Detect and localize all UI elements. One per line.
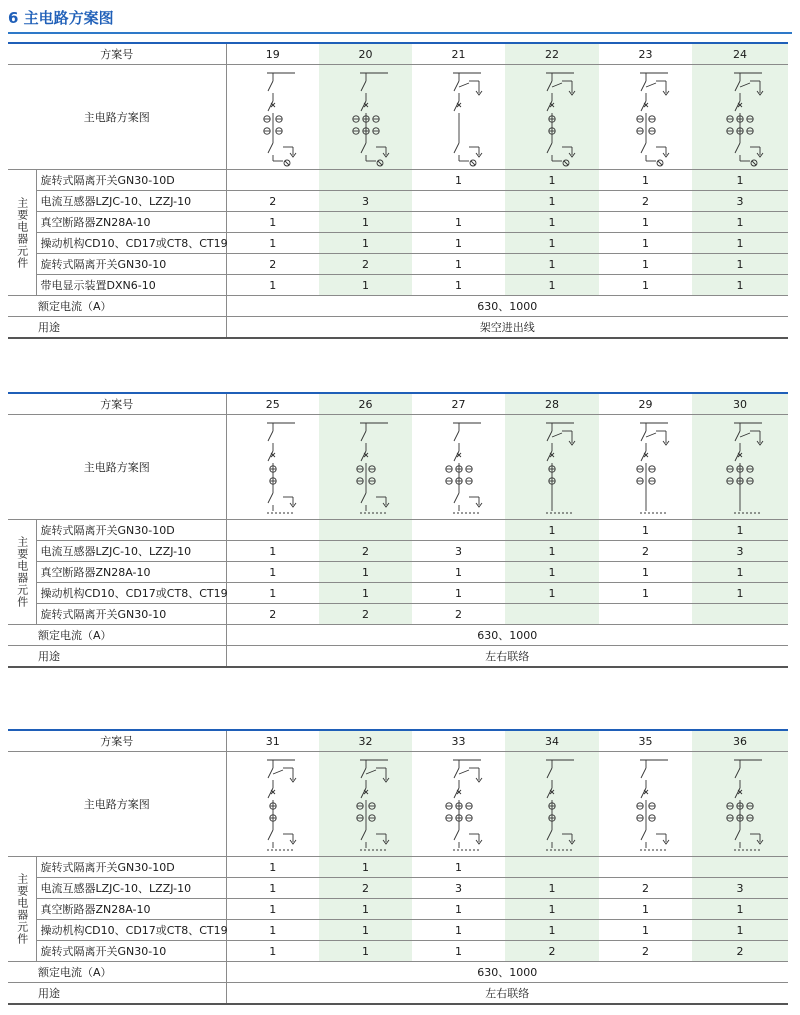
component-quantity: 1 bbox=[599, 170, 692, 191]
component-quantity: 2 bbox=[599, 191, 692, 212]
circuit-diagram-icon bbox=[510, 417, 594, 517]
rated-current-label: 额定电流（A） bbox=[8, 296, 226, 317]
scheme-number-row bbox=[8, 393, 788, 415]
component-quantity: 1 bbox=[599, 520, 692, 541]
component-row bbox=[8, 233, 788, 254]
circuit-diagram-icon bbox=[417, 754, 501, 854]
component-name: 电流互感器LZJC-10、LZZJ-10 bbox=[36, 541, 226, 562]
component-quantity bbox=[692, 857, 788, 878]
component-quantity bbox=[226, 170, 319, 191]
scheme-number-row bbox=[8, 730, 788, 752]
scheme-number: 25 bbox=[226, 393, 319, 415]
component-quantity: 1 bbox=[412, 920, 505, 941]
circuit-diagram bbox=[599, 752, 692, 857]
component-quantity: 2 bbox=[226, 191, 319, 212]
component-quantity: 1 bbox=[505, 920, 599, 941]
component-quantity: 1 bbox=[412, 233, 505, 254]
circuit-diagram-icon bbox=[417, 67, 501, 167]
component-name: 旋转式隔离开关GN30-10 bbox=[36, 254, 226, 275]
scheme-number: 21 bbox=[412, 43, 505, 65]
component-quantity bbox=[412, 520, 505, 541]
scheme-number: 33 bbox=[412, 730, 505, 752]
component-quantity: 1 bbox=[599, 254, 692, 275]
component-quantity: 3 bbox=[692, 191, 788, 212]
component-name: 真空断路器ZN28A-10 bbox=[36, 212, 226, 233]
circuit-diagram bbox=[226, 415, 319, 520]
component-quantity: 1 bbox=[412, 562, 505, 583]
component-quantity bbox=[505, 604, 599, 625]
component-quantity: 1 bbox=[599, 275, 692, 296]
component-quantity: 1 bbox=[599, 899, 692, 920]
component-quantity: 1 bbox=[505, 583, 599, 604]
scheme-number: 20 bbox=[319, 43, 412, 65]
usage-label: 用途 bbox=[8, 983, 226, 1005]
component-row bbox=[8, 878, 788, 899]
component-quantity: 1 bbox=[412, 899, 505, 920]
circuit-diagram bbox=[412, 752, 505, 857]
scheme-number: 23 bbox=[599, 43, 692, 65]
component-group-label: 主要电器元件 bbox=[8, 170, 36, 296]
component-quantity: 2 bbox=[319, 254, 412, 275]
usage-label: 用途 bbox=[8, 317, 226, 339]
circuit-diagram-icon bbox=[231, 754, 315, 854]
circuit-diagram-icon bbox=[231, 67, 315, 167]
component-quantity: 1 bbox=[505, 562, 599, 583]
component-quantity: 1 bbox=[692, 212, 788, 233]
component-quantity bbox=[505, 857, 599, 878]
component-quantity bbox=[319, 520, 412, 541]
circuit-diagram-icon bbox=[324, 754, 408, 854]
circuit-diagram-icon bbox=[698, 67, 782, 167]
component-quantity: 1 bbox=[599, 583, 692, 604]
component-quantity: 1 bbox=[226, 920, 319, 941]
circuit-diagram bbox=[599, 65, 692, 170]
component-quantity: 1 bbox=[692, 583, 788, 604]
component-name: 旋转式隔离开关GN30-10D bbox=[36, 857, 226, 878]
component-quantity: 2 bbox=[319, 541, 412, 562]
section-heading bbox=[8, 6, 792, 34]
rated-current-label: 额定电流（A） bbox=[8, 962, 226, 983]
component-quantity: 1 bbox=[692, 275, 788, 296]
circuit-diagram-icon bbox=[324, 67, 408, 167]
component-quantity bbox=[692, 604, 788, 625]
component-quantity: 1 bbox=[505, 170, 599, 191]
component-quantity: 1 bbox=[226, 857, 319, 878]
component-quantity: 2 bbox=[599, 941, 692, 962]
component-row bbox=[8, 920, 788, 941]
circuit-diagram bbox=[692, 415, 788, 520]
circuit-diagram bbox=[226, 752, 319, 857]
component-quantity: 3 bbox=[692, 878, 788, 899]
component-quantity: 1 bbox=[226, 541, 319, 562]
component-quantity: 1 bbox=[319, 583, 412, 604]
scheme-number: 31 bbox=[226, 730, 319, 752]
component-quantity: 1 bbox=[505, 233, 599, 254]
rated-current-value: 630、1000 bbox=[226, 962, 788, 983]
circuit-diagram-label: 主电路方案图 bbox=[8, 415, 226, 520]
scheme-number-label: 方案号 bbox=[8, 393, 226, 415]
rated-current-row bbox=[8, 296, 788, 317]
component-quantity: 2 bbox=[319, 878, 412, 899]
component-quantity: 1 bbox=[226, 583, 319, 604]
component-quantity: 2 bbox=[319, 604, 412, 625]
scheme-table bbox=[8, 42, 788, 339]
scheme-table bbox=[8, 729, 788, 1005]
component-quantity: 1 bbox=[505, 520, 599, 541]
usage-row bbox=[8, 317, 788, 339]
component-quantity: 1 bbox=[226, 233, 319, 254]
circuit-diagram bbox=[226, 65, 319, 170]
component-quantity: 1 bbox=[319, 941, 412, 962]
scheme-number: 36 bbox=[692, 730, 788, 752]
component-quantity: 1 bbox=[412, 212, 505, 233]
component-row bbox=[8, 275, 788, 296]
component-quantity: 1 bbox=[319, 857, 412, 878]
usage-value: 左右联络 bbox=[226, 983, 788, 1005]
component-quantity: 1 bbox=[412, 275, 505, 296]
component-name: 旋转式隔离开关GN30-10 bbox=[36, 604, 226, 625]
component-quantity: 1 bbox=[226, 899, 319, 920]
component-quantity: 1 bbox=[692, 899, 788, 920]
component-quantity bbox=[599, 857, 692, 878]
scheme-number: 28 bbox=[505, 393, 599, 415]
component-quantity: 1 bbox=[599, 562, 692, 583]
scheme-number: 19 bbox=[226, 43, 319, 65]
usage-row bbox=[8, 646, 788, 668]
circuit-diagram-icon bbox=[604, 67, 688, 167]
component-row bbox=[8, 520, 788, 541]
scheme-number: 34 bbox=[505, 730, 599, 752]
section-title: 6 主电路方案图 bbox=[8, 9, 114, 27]
scheme-number: 26 bbox=[319, 393, 412, 415]
component-quantity: 2 bbox=[599, 541, 692, 562]
circuit-diagram-label: 主电路方案图 bbox=[8, 752, 226, 857]
circuit-diagram-row bbox=[8, 415, 788, 520]
component-quantity: 1 bbox=[599, 920, 692, 941]
component-quantity: 2 bbox=[412, 604, 505, 625]
circuit-diagram-icon bbox=[324, 417, 408, 517]
circuit-diagram-icon bbox=[510, 67, 594, 167]
component-quantity bbox=[319, 170, 412, 191]
rated-current-row bbox=[8, 625, 788, 646]
component-group-label: 主要电器元件 bbox=[8, 520, 36, 625]
component-quantity: 1 bbox=[692, 233, 788, 254]
component-name: 电流互感器LZJC-10、LZZJ-10 bbox=[36, 878, 226, 899]
circuit-diagram bbox=[319, 752, 412, 857]
component-name: 电流互感器LZJC-10、LZZJ-10 bbox=[36, 191, 226, 212]
circuit-diagram bbox=[692, 65, 788, 170]
scheme-number: 24 bbox=[692, 43, 788, 65]
component-row bbox=[8, 562, 788, 583]
component-name: 真空断路器ZN28A-10 bbox=[36, 899, 226, 920]
component-quantity: 1 bbox=[692, 254, 788, 275]
component-quantity: 3 bbox=[412, 541, 505, 562]
component-quantity bbox=[226, 520, 319, 541]
component-row bbox=[8, 191, 788, 212]
scheme-number-row bbox=[8, 43, 788, 65]
usage-value: 架空进出线 bbox=[226, 317, 788, 339]
scheme-number-label: 方案号 bbox=[8, 43, 226, 65]
component-name: 操动机构CD10、CD17或CT8、CT19 bbox=[36, 233, 226, 254]
component-name: 操动机构CD10、CD17或CT8、CT19 bbox=[36, 920, 226, 941]
component-quantity: 1 bbox=[412, 941, 505, 962]
component-quantity: 1 bbox=[505, 212, 599, 233]
circuit-diagram-icon bbox=[604, 417, 688, 517]
component-name: 真空断路器ZN28A-10 bbox=[36, 562, 226, 583]
circuit-diagram bbox=[319, 65, 412, 170]
component-quantity: 1 bbox=[599, 233, 692, 254]
circuit-diagram-icon bbox=[698, 417, 782, 517]
circuit-diagram bbox=[319, 415, 412, 520]
scheme-number: 30 bbox=[692, 393, 788, 415]
component-quantity bbox=[412, 191, 505, 212]
component-quantity: 1 bbox=[226, 212, 319, 233]
circuit-diagram-row bbox=[8, 752, 788, 857]
component-row bbox=[8, 857, 788, 878]
component-quantity: 1 bbox=[412, 583, 505, 604]
component-row bbox=[8, 170, 788, 191]
component-name: 旋转式隔离开关GN30-10D bbox=[36, 170, 226, 191]
component-quantity: 1 bbox=[319, 562, 412, 583]
component-quantity: 1 bbox=[505, 275, 599, 296]
component-quantity: 1 bbox=[505, 254, 599, 275]
component-name: 旋转式隔离开关GN30-10D bbox=[36, 520, 226, 541]
component-quantity: 1 bbox=[505, 191, 599, 212]
circuit-diagram-icon bbox=[417, 417, 501, 517]
component-quantity: 2 bbox=[692, 941, 788, 962]
component-quantity: 3 bbox=[692, 541, 788, 562]
component-quantity: 1 bbox=[412, 170, 505, 191]
component-row bbox=[8, 899, 788, 920]
component-quantity: 2 bbox=[505, 941, 599, 962]
circuit-diagram bbox=[412, 65, 505, 170]
scheme-number: 32 bbox=[319, 730, 412, 752]
component-name: 操动机构CD10、CD17或CT8、CT19 bbox=[36, 583, 226, 604]
component-quantity: 1 bbox=[319, 212, 412, 233]
component-row bbox=[8, 212, 788, 233]
scheme-number: 27 bbox=[412, 393, 505, 415]
component-row bbox=[8, 583, 788, 604]
circuit-diagram-icon bbox=[510, 754, 594, 854]
component-quantity: 1 bbox=[505, 541, 599, 562]
circuit-diagram-row bbox=[8, 65, 788, 170]
component-quantity: 1 bbox=[319, 920, 412, 941]
component-group-label: 主要电器元件 bbox=[8, 857, 36, 962]
usage-row bbox=[8, 983, 788, 1005]
component-quantity: 2 bbox=[226, 604, 319, 625]
circuit-diagram-label: 主电路方案图 bbox=[8, 65, 226, 170]
component-row bbox=[8, 254, 788, 275]
component-quantity: 1 bbox=[599, 212, 692, 233]
component-quantity: 1 bbox=[692, 520, 788, 541]
component-quantity: 1 bbox=[319, 899, 412, 920]
circuit-diagram bbox=[505, 65, 599, 170]
scheme-number: 22 bbox=[505, 43, 599, 65]
component-row bbox=[8, 941, 788, 962]
rated-current-value: 630、1000 bbox=[226, 296, 788, 317]
component-quantity bbox=[599, 604, 692, 625]
component-quantity: 3 bbox=[412, 878, 505, 899]
component-quantity: 1 bbox=[412, 857, 505, 878]
rated-current-label: 额定电流（A） bbox=[8, 625, 226, 646]
component-quantity: 1 bbox=[692, 920, 788, 941]
component-name: 带电显示装置DXN6-10 bbox=[36, 275, 226, 296]
component-quantity: 1 bbox=[412, 254, 505, 275]
component-quantity: 1 bbox=[692, 170, 788, 191]
component-quantity: 1 bbox=[319, 275, 412, 296]
component-quantity: 1 bbox=[692, 562, 788, 583]
circuit-diagram-icon bbox=[604, 754, 688, 854]
component-row bbox=[8, 541, 788, 562]
component-quantity: 1 bbox=[505, 899, 599, 920]
component-quantity: 1 bbox=[226, 941, 319, 962]
component-row bbox=[8, 604, 788, 625]
rated-current-row bbox=[8, 962, 788, 983]
scheme-number: 29 bbox=[599, 393, 692, 415]
circuit-diagram-icon bbox=[231, 417, 315, 517]
component-quantity: 1 bbox=[226, 878, 319, 899]
circuit-diagram bbox=[505, 752, 599, 857]
circuit-diagram bbox=[692, 752, 788, 857]
component-quantity: 2 bbox=[599, 878, 692, 899]
circuit-diagram bbox=[412, 415, 505, 520]
rated-current-value: 630、1000 bbox=[226, 625, 788, 646]
usage-label: 用途 bbox=[8, 646, 226, 668]
component-quantity: 1 bbox=[226, 562, 319, 583]
scheme-number: 35 bbox=[599, 730, 692, 752]
usage-value: 左右联络 bbox=[226, 646, 788, 668]
component-quantity: 1 bbox=[505, 878, 599, 899]
component-quantity: 1 bbox=[226, 275, 319, 296]
component-quantity: 1 bbox=[319, 233, 412, 254]
scheme-table bbox=[8, 392, 788, 668]
component-quantity: 3 bbox=[319, 191, 412, 212]
circuit-diagram bbox=[599, 415, 692, 520]
component-quantity: 2 bbox=[226, 254, 319, 275]
circuit-diagram-icon bbox=[698, 754, 782, 854]
circuit-diagram bbox=[505, 415, 599, 520]
scheme-number-label: 方案号 bbox=[8, 730, 226, 752]
component-name: 旋转式隔离开关GN30-10 bbox=[36, 941, 226, 962]
